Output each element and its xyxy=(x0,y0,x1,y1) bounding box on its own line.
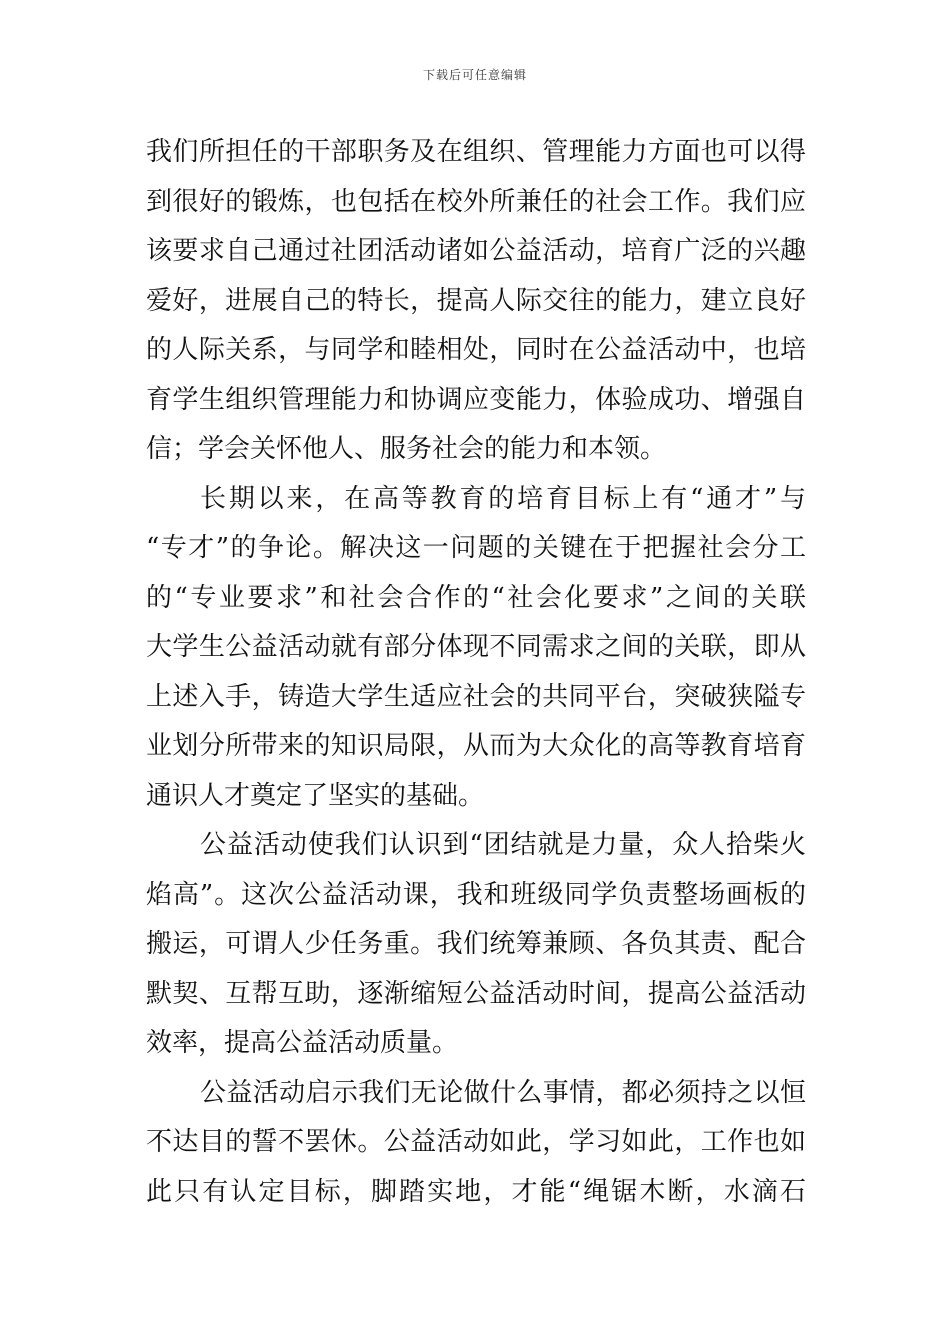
text-line: 上述入手，铸造大学生适应社会的共同平台，突破狭隘专 xyxy=(146,681,806,712)
text-line: 的人际关系，与同学和睦相处，同时在公益活动中，也培 xyxy=(146,335,806,365)
text-line: 信；学会关怀他人、服务社会的能力和本领。 xyxy=(146,434,667,464)
paragraph-first-line: 长期以来，在高等教育的培育目标上有“通才”与 xyxy=(200,483,806,514)
text-line: 该要求自己通过社团活动诸如公益活动，培育广泛的兴趣 xyxy=(146,236,806,266)
text-line: 不达目的誓不罢休。公益活动如此，学习如此，工作也如 xyxy=(146,1127,806,1157)
text-line: 大学生公益活动就有部分体现不同需求之间的关联，即从 xyxy=(146,632,806,662)
paragraph-first-line: 公益活动启示我们无论做什么事情，都必须持之以恒 xyxy=(200,1077,806,1108)
document-body xyxy=(146,128,806,1217)
text-line: “专才”的争论。解决这一问题的关键在于把握社会分工 xyxy=(146,533,806,563)
text-line: 业划分所带来的知识局限，从而为大众化的高等教育培育 xyxy=(146,731,806,761)
text-line: 我们所担任的干部职务及在组织、管理能力方面也可以得 xyxy=(146,137,806,167)
text-line: 搬运，可谓人少任务重。我们统筹兼顾、各负其责、配合 xyxy=(146,929,806,959)
paragraph-first-line: 公益活动使我们认识到“团结就是力量，众人拾柴火 xyxy=(200,830,806,860)
text-line: 此只有认定目标，脚踏实地，才能“绳锯木断，水滴石 xyxy=(146,1176,806,1207)
text-line: 默契、互帮互助，逐渐缩短公益活动时间，提高公益活动 xyxy=(146,978,806,1009)
text-line: 效率，提高公益活动质量。 xyxy=(146,1028,459,1058)
text-line: 通识人才奠定了坚实的基础。 xyxy=(146,780,485,811)
text-line: 到很好的锻炼，也包括在校外所兼任的社会工作。我们应 xyxy=(146,186,806,217)
text-line: 爱好，进展自己的特长，提高人际交往的能力，建立良好 xyxy=(146,285,806,316)
text-line: 焰高”。这次公益活动课，我和班级同学负责整场画板的 xyxy=(146,879,806,910)
page-header: 下载后可任意编辑 xyxy=(422,68,527,82)
text-line: 育学生组织管理能力和协调应变能力，体验成功、增强自 xyxy=(146,384,806,415)
text-line: 的“专业要求”和社会合作的“社会化要求”之间的关联 xyxy=(146,582,806,613)
